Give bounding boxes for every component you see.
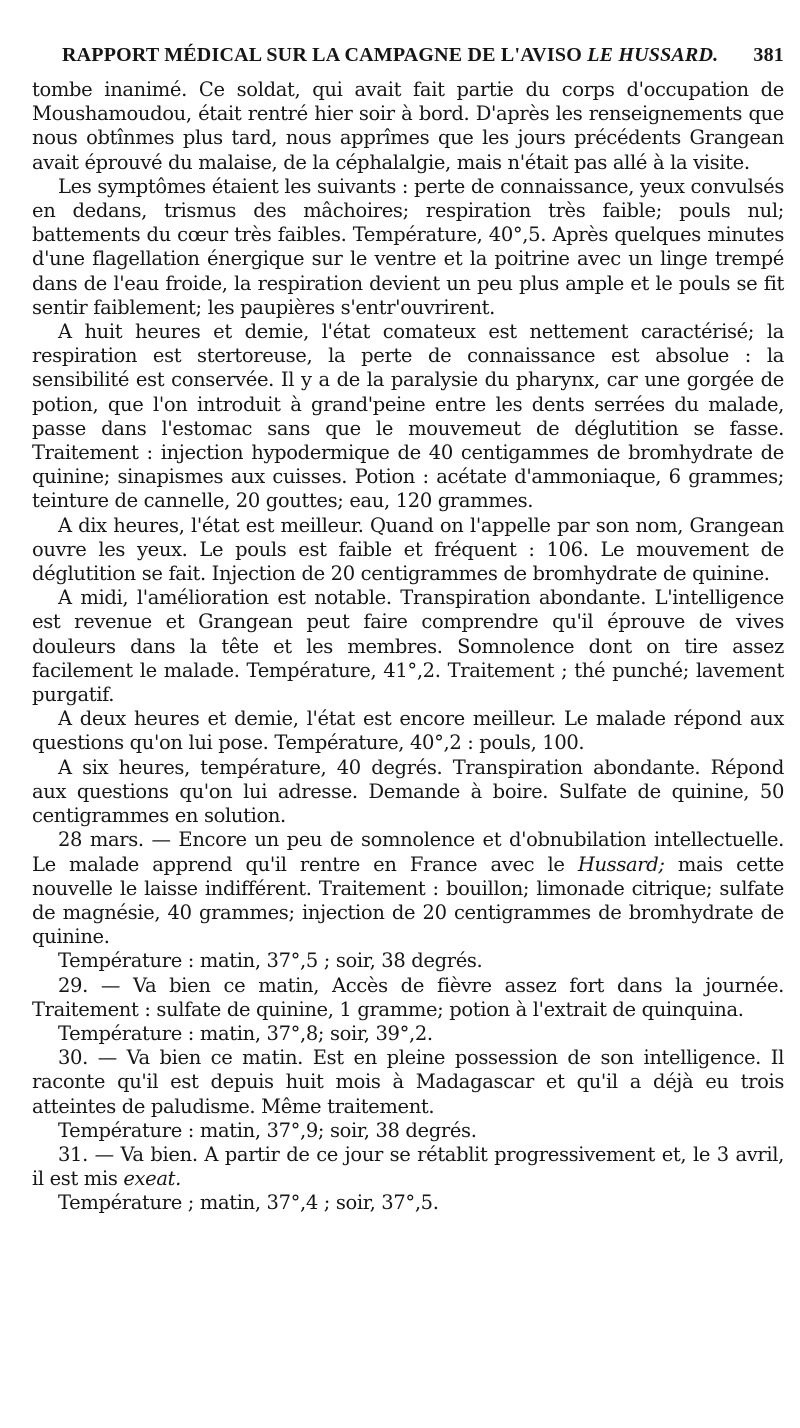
exeat-italic: exeat. xyxy=(123,1167,181,1191)
ship-name-italic: Hussard; xyxy=(577,852,665,876)
paragraph: Température : matin, 37°,9; soir, 38 degrés. xyxy=(58,1118,477,1142)
paragraph: 29. — Va bien ce matin, Accès de fièvre assez fort dans la journée. Traitement : sulfate de quinine, 1 gramme; potion à l'extrait de quinquina. xyxy=(32,973,784,1021)
running-title xyxy=(62,44,718,67)
paragraph: tombe inanimé. Ce soldat, qui avait fait partie du corps d'occupation de Moushamoudou, était rentré hier soir à bord. D'après les renseignements que nous obtînmes plus tard, nous apprîmes que les jours précédents Grangean avait éprouvé du malaise, de la céphalalgie, mais n'était pas allé à la visite. xyxy=(32,78,784,174)
paragraph-text: mais cette nouvelle le laisse indifférent. Traitement : bouillon; limonade citrique; sulfate de magnésie, 40 grammes; injection de 20 centigrammes de bromhydrate de quinine. xyxy=(32,852,784,949)
paragraph: A huit heures et demie, l'état comateux est nettement caractérisé; la respiration est stertoreuse, la perte de connaissance est absolue : la sensibilité est conservée. Il y a de la paralysie du pharynx, car une gorgée de potion, que l'on introduit à grand'peine entre les dents serrées du malade, passe dans l'estomac sans que le mouvemeut de déglutition se fasse. Traitement : injection hypodermique de 40 centigammes de bromhydrate de quinine; sinapismes aux cuisses. Potion : acétate d'ammoniaque, 6 grammes; teinture de cannelle, 20 gouttes; eau, 120 grammes. xyxy=(32,320,784,513)
paragraph: A dix heures, l'état est meilleur. Quand on l'appelle par son nom, Grangean ouvre les yeux. Le pouls est faible et fréquent : 106. Le mouvement de déglutition se fait. Injection de 20 centigrammes de bromhydrate de quinine. xyxy=(32,513,784,586)
running-title-roman: RAPPORT MÉDICAL SUR LA CAMPAGNE DE L'AVISO xyxy=(62,44,588,66)
paragraph: Température : matin, 37°,8; soir, 39°,2. xyxy=(58,1021,433,1045)
document-page xyxy=(32,44,784,1216)
running-title-italic: LE HUSSARD. xyxy=(587,44,719,66)
paragraph-text: 31. — Va bien. A partir de ce jour se rétablit progressivement et, le 3 avril, il est mis xyxy=(32,1142,784,1191)
body-text xyxy=(32,78,784,1216)
paragraph: A deux heures et demie, l'état est encore meilleur. Le malade répond aux questions qu'on lui pose. Température, 40°,2 : pouls, 100. xyxy=(32,707,784,755)
paragraph xyxy=(32,828,784,949)
paragraph: 30. — Va bien ce matin. Est en pleine possession de son intelligence. Il raconte qu'il est depuis huit mois à Madagascar et qu'il a déjà eu trois atteintes de paludisme. Même traitement. xyxy=(32,1046,784,1118)
paragraph xyxy=(32,1143,784,1191)
paragraph: Température : matin, 37°,5 ; soir, 38 degrés. xyxy=(58,949,483,973)
page-number: 381 xyxy=(753,44,784,66)
paragraph: A six heures, température, 40 degrés. Transpiration abondante. Répond aux questions qu'on lui adresse. Demande à boire. Sulfate de quinine, 50 centigrammes en solution. xyxy=(32,755,784,828)
paragraph: A midi, l'amélioration est notable. Transpiration abondante. L'intelligence est revenue et Grangean peut faire comprendre qu'il éprouve de vives douleurs dans la tête et les membres. Somnolence dont on tire assez facilement le malade. Température, 41°,2. Traitement ; thé punché; lavement purgatif. xyxy=(32,586,784,707)
running-header xyxy=(62,44,784,78)
paragraph-text: 28 mars. — Encore un peu de somnolence et d'obnubilation intellectuelle. Le malade apprend qu'il rentre en France avec le xyxy=(32,828,784,876)
paragraph: Les symptômes étaient les suivants : perte de connaissance, yeux convulsés en dedans, trismus des mâchoires; respiration très faible; pouls nul; battements du cœur très faibles. Température, 40°,5. Après quelques minutes d'une flagellation énergique sur le ventre et la poitrine avec un linge trempé dans de l'eau froide, la respiration devient un peu plus ample et le pouls se fit sentir faiblement; les paupières s'entr'ouvrirent. xyxy=(32,174,784,319)
paragraph: Température ; matin, 37°,4 ; soir, 37°,5. xyxy=(58,1191,439,1215)
